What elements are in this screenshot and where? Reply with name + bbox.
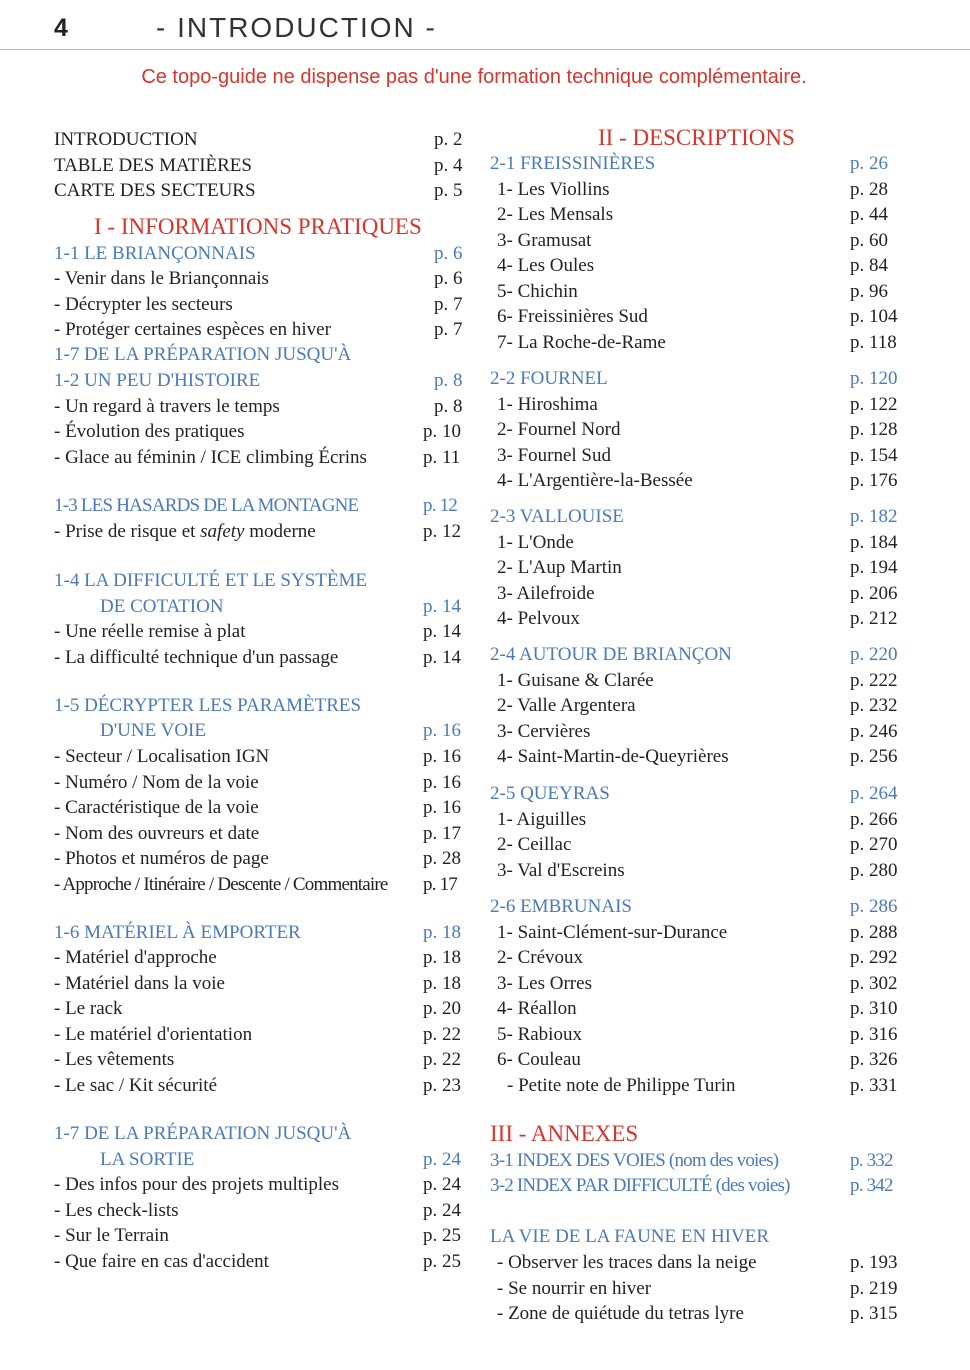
sector-entry-page: p. 288 <box>850 921 898 943</box>
front-entry-text: INTRODUCTION <box>54 129 198 150</box>
part2-title: II - DESCRIPTIONS <box>598 125 795 150</box>
section-1-6-item-text: - Les vêtements <box>54 1049 175 1070</box>
front-entry-text: CARTE DES SECTEURS <box>54 180 256 201</box>
section-1-4-cont-text: DE COTATION <box>100 596 224 617</box>
sector-entry-page: p. 256 <box>850 746 898 767</box>
section-1-2-item-page: p. 8 <box>434 396 463 417</box>
sector-entry-page: p. 246 <box>850 720 898 742</box>
text-italic: safety <box>200 521 245 542</box>
region-heading-text: 2-6 EMBRUNAIS <box>490 896 632 917</box>
region-heading-page: p. 26 <box>850 153 888 174</box>
sector-entry-page: p. 212 <box>850 608 898 629</box>
section-1-4-item-text: - Une réelle remise à plat <box>54 621 246 642</box>
front-entry-page: p. 5 <box>434 180 463 201</box>
region-heading-text: 2-4 AUTOUR DE BRIANÇON <box>490 644 732 665</box>
section-1-1-item-text: - Venir dans le Briançonnais <box>54 268 269 289</box>
sector-entry-text: 6- Couleau <box>497 1049 581 1070</box>
section-1-2-item-page: p. 10 <box>423 421 461 442</box>
page-number: 4 <box>54 14 68 42</box>
sector-entry-page: p. 176 <box>850 470 898 491</box>
section-1-6-item-page: p. 18 <box>423 947 461 968</box>
section-1-3-text: 1-3 LES HASARDS DE LA MONTAGNE <box>54 495 359 516</box>
section-1-1-text: 1-1 LE BRIANÇONNAIS <box>54 243 256 264</box>
page-header-title: - INTRODUCTION - <box>156 12 437 43</box>
section-1-5-text: 1-5 DÉCRYPTER LES PARAMÈTRES <box>54 695 362 716</box>
sector-entry-page: p. 222 <box>850 669 898 691</box>
region-heading-page: p. 286 <box>850 896 898 917</box>
section-1-5-cont-page: p. 16 <box>423 720 461 741</box>
section-1-7-item-text: - Des infos pour des projets multiples <box>54 1174 339 1195</box>
sector-entry-text: 4- Pelvoux <box>497 608 580 629</box>
section-1-7-item-text: - Que faire en cas d'accident <box>54 1250 269 1272</box>
section-1-5-item-page: p. 28 <box>423 848 461 869</box>
section-1-7-item-page: p. 24 <box>423 1199 461 1221</box>
sector-entry-text: 4- L'Argentière-la-Bessée <box>497 470 693 491</box>
section-1-7-cont-text: LA SORTIE <box>100 1149 195 1170</box>
sector-entry-text: 2- Ceillac <box>497 834 572 855</box>
region-heading-page: p. 120 <box>850 368 898 389</box>
section-1-6-item-page: p. 22 <box>423 1023 461 1045</box>
sector-entry-text: 6- Freissinières Sud <box>497 306 648 327</box>
sector-entry-page: p. 122 <box>850 393 898 415</box>
text-part: moderne <box>244 521 316 542</box>
annex-entry-text: 3-1 INDEX DES VOIES (nom des voies) <box>490 1150 779 1171</box>
section-1-6-text: 1-6 MATÉRIEL À EMPORTER <box>54 922 301 943</box>
section-1-5-item-text: - Nom des ouvreurs et date <box>54 822 260 844</box>
section-1-1-page: p. 6 <box>434 243 463 264</box>
faune-entry-page: p. 219 <box>850 1277 898 1299</box>
section-1-5-item-text: - Photos et numéros de page <box>54 848 269 869</box>
sector-entry-text: 1- Saint-Clément-sur-Durance <box>497 921 728 943</box>
sector-entry-page: p. 28 <box>850 178 888 200</box>
section-1-6-page: p. 18 <box>423 922 461 943</box>
section-1-7-cont-page: p. 24 <box>423 1149 461 1170</box>
section-1-5-cont-text: D'UNE VOIE <box>100 720 206 741</box>
annex-entry-page: p. 332 <box>850 1150 893 1171</box>
section-1-6-item-text: - Le sac / Kit sécurité <box>54 1074 218 1096</box>
sector-entry-page: p. 128 <box>850 419 898 440</box>
faune-entry-text: - Zone de quiétude du tetras lyre <box>497 1303 744 1324</box>
section-1-6-item-page: p. 22 <box>423 1049 461 1070</box>
section-1-5-item-page: p. 16 <box>423 797 461 818</box>
region-heading-text: 2-1 FREISSINIÈRES <box>490 153 656 174</box>
sector-entry-text: 2- Crévoux <box>497 947 584 968</box>
sector-entry-text: 4- Les Oules <box>497 255 595 276</box>
sector-entry-page: p. 194 <box>850 557 898 578</box>
section-1-1-item-page: p. 7 <box>434 293 463 315</box>
section-1-6-item-text: - Matériel dans la voie <box>54 972 225 994</box>
text-part: - Prise de risque et <box>54 521 201 542</box>
section-1-5-item-text: - Secteur / Localisation IGN <box>54 746 270 767</box>
sector-entry-page: p. 206 <box>850 582 898 604</box>
warning-note: Ce topo-guide ne dispense pas d'une formation technique complémentaire. <box>141 66 807 88</box>
region-heading-text: 2-5 QUEYRAS <box>490 783 610 804</box>
section-1-7-item-page: p. 25 <box>423 1250 461 1272</box>
sector-entry-page: p. 280 <box>850 859 898 881</box>
section-1-3-item-page: p. 12 <box>423 521 461 542</box>
sector-entry-page: p. 310 <box>850 998 898 1019</box>
section-1-2-item-page: p. 11 <box>423 447 461 468</box>
section-1-5-item-page: p. 16 <box>423 771 461 793</box>
sector-entry-text: 2- L'Aup Martin <box>497 557 622 578</box>
section-1-4-text: 1-4 LA DIFFICULTÉ ET LE SYSTÈME <box>54 570 367 591</box>
sector-entry-page: p. 302 <box>850 972 898 994</box>
section-1-5-item-page: p. 16 <box>423 746 461 767</box>
sector-entry-page: p. 60 <box>850 229 888 251</box>
section-1-4-item-page: p. 14 <box>423 621 461 642</box>
sector-entry-text: 3- Les Orres <box>497 972 592 994</box>
section-1-1-item-text: - Protéger certaines espèces en hiver <box>54 319 331 340</box>
section-1-2-item-text: - Évolution des pratiques <box>54 421 245 442</box>
section-1-4-cont-page: p. 14 <box>423 596 461 617</box>
region-heading-page: p. 182 <box>850 506 898 527</box>
section-1-7-item-page: p. 24 <box>423 1174 461 1195</box>
sector-entry-text: 2- Fournel Nord <box>497 419 621 440</box>
sector-entry-text: 2- Les Mensals <box>497 204 614 225</box>
part3-title: III - ANNEXES <box>490 1121 639 1146</box>
sector-entry-page: p. 154 <box>850 444 898 466</box>
sector-entry-page: p. 104 <box>850 306 898 327</box>
section-1-6-item-text: - Le rack <box>54 998 123 1019</box>
sector-entry-text: 3- Gramusat <box>497 229 592 251</box>
section-1-3-item-text <box>54 519 316 544</box>
sector-entry-page: p. 326 <box>850 1049 898 1070</box>
sector-entry-page: p. 270 <box>850 834 898 855</box>
section-1-2-text: 1-2 UN PEU D'HISTOIRE <box>54 370 261 391</box>
sector-entry-text: 1- Les Viollins <box>497 178 610 200</box>
section-1-2-item-text: - Un regard à travers le temps <box>54 396 280 417</box>
sector-entry-text: 4- Saint-Martin-de-Queyrières <box>497 746 729 767</box>
section-1-1-item-page: p. 6 <box>434 268 463 289</box>
sector-entry-text: 1- Aiguilles <box>497 808 587 830</box>
faune-heading-text: LA VIE DE LA FAUNE EN HIVER <box>490 1226 769 1247</box>
sector-entry-text: 5- Rabioux <box>497 1023 582 1045</box>
section-1-3-page: p. 12 <box>423 495 458 516</box>
section-1-5-item-page: p. 17 <box>423 873 458 895</box>
sector-entry-text: 3- Fournel Sud <box>497 444 611 466</box>
sector-entry-text: 5- Chichin <box>497 280 578 302</box>
header-rule <box>0 49 970 50</box>
region-heading-page: p. 220 <box>850 644 898 665</box>
section-1-6-item-page: p. 20 <box>423 998 461 1019</box>
section-1-6-item-text: - Le matériel d'orientation <box>54 1023 253 1045</box>
sector-entry-text: 1- L'Onde <box>497 531 574 553</box>
faune-entry-text: - Se nourrir en hiver <box>497 1277 652 1299</box>
sector-entry-text: 4- Réallon <box>497 998 577 1019</box>
sector-entry-text: 7- La Roche-de-Rame <box>497 331 666 353</box>
section-1-7-repeat-text: 1-7 DE LA PRÉPARATION JUSQU'À <box>54 344 352 365</box>
section-1-6-item-page: p. 18 <box>423 972 461 994</box>
section-1-6-item-page: p. 23 <box>423 1074 461 1096</box>
section-1-7-item-page: p. 25 <box>423 1225 461 1246</box>
sector-entry-page: p. 331 <box>850 1074 898 1096</box>
region-heading-text: 2-3 VALLOUISE <box>490 506 624 527</box>
section-1-1-item-text: - Décrypter les secteurs <box>54 293 233 315</box>
sector-entry-page: p. 184 <box>850 531 898 553</box>
section-1-6-item-text: - Matériel d'approche <box>54 947 217 968</box>
sector-entry-page: p. 118 <box>850 331 897 353</box>
section-1-2-page: p. 8 <box>434 370 463 391</box>
sector-entry-text: 3- Val d'Escreins <box>497 859 625 881</box>
front-entry-text: TABLE DES MATIÈRES <box>54 154 252 176</box>
section-1-7-text: 1-7 DE LA PRÉPARATION JUSQU'À <box>54 1123 352 1144</box>
sector-entry-text: 2- Valle Argentera <box>497 695 636 716</box>
region-heading-page: p. 264 <box>850 783 898 804</box>
section-1-5-item-text: - Numéro / Nom de la voie <box>54 771 259 793</box>
section-1-4-item-text: - La difficulté technique d'un passage <box>54 646 339 668</box>
sector-entry-page: p. 232 <box>850 695 898 716</box>
front-entry-page: p. 2 <box>434 129 463 150</box>
sector-entry-text: 3- Ailefroide <box>497 582 595 604</box>
annex-entry-page: p. 342 <box>850 1175 893 1196</box>
section-1-5-item-text: - Approche / Itinéraire / Descente / Commentaire <box>54 873 388 895</box>
sector-entry-page: p. 96 <box>850 280 888 302</box>
faune-entry-page: p. 315 <box>850 1303 898 1324</box>
section-1-5-item-page: p. 17 <box>423 822 461 844</box>
section-1-2-item-text: - Glace au féminin / ICE climbing Écrins <box>54 447 367 468</box>
sector-entry-page: p. 84 <box>850 255 888 276</box>
sector-entry-page: p. 292 <box>850 947 898 968</box>
section-1-4-item-page: p. 14 <box>423 646 461 668</box>
front-entry-page: p. 4 <box>434 154 463 176</box>
sector-entry-page: p. 316 <box>850 1023 898 1045</box>
region-heading-text: 2-2 FOURNEL <box>490 368 608 389</box>
part1-title: I - INFORMATIONS PRATIQUES <box>94 214 422 239</box>
sector-entry-page: p. 266 <box>850 808 898 830</box>
section-1-7-item-text: - Les check-lists <box>54 1199 179 1221</box>
faune-entry-text: - Observer les traces dans la neige <box>497 1252 757 1273</box>
sector-entry-text: - Petite note de Philippe Turin <box>507 1074 736 1096</box>
sector-entry-text: 1- Hiroshima <box>497 393 598 415</box>
annex-entry-text: 3-2 INDEX PAR DIFFICULTÉ (des voies) <box>490 1175 790 1196</box>
sector-entry-page: p. 44 <box>850 204 888 225</box>
section-1-1-item-page: p. 7 <box>434 319 463 340</box>
sector-entry-text: 3- Cervières <box>497 720 591 742</box>
section-1-7-item-text: - Sur le Terrain <box>54 1225 169 1246</box>
sector-entry-text: 1- Guisane & Clarée <box>497 669 654 691</box>
section-1-5-item-text: - Caractéristique de la voie <box>54 797 259 818</box>
faune-entry-page: p. 193 <box>850 1252 898 1273</box>
